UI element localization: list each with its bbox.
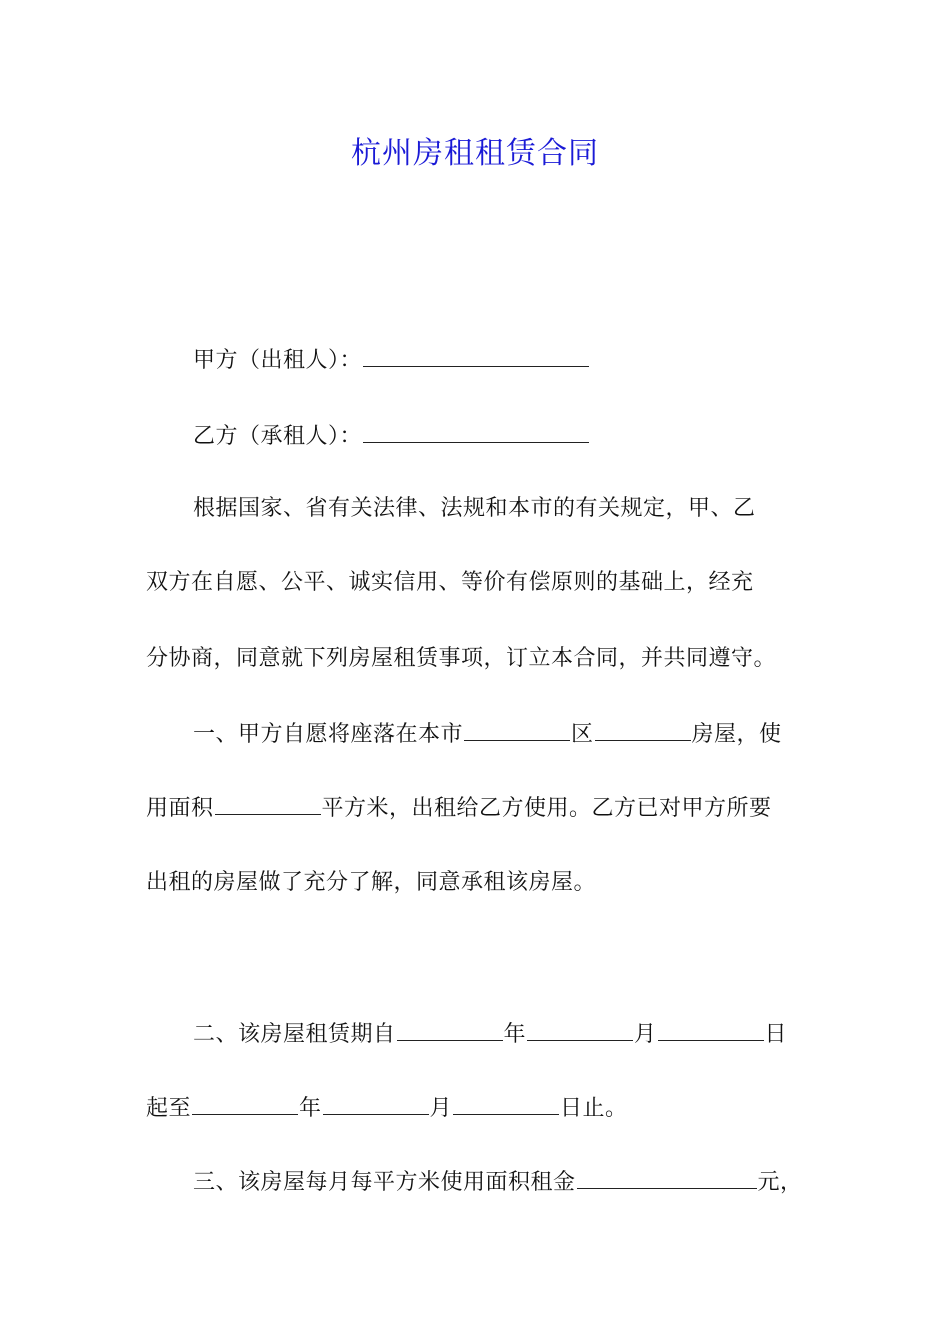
clause3-text-a: 三、该房屋每月每平方米使用面积租金 (193, 1170, 576, 1195)
clause1-text-c: 房屋，使 (691, 722, 782, 747)
clause2-line-1 (193, 1018, 787, 1050)
start-month-label: 月 (634, 1022, 657, 1047)
clause1-text-d: 用面积 (146, 796, 214, 821)
end-month-blank (323, 1092, 429, 1115)
start-year-label: 年 (503, 1022, 527, 1047)
end-day-label: 日止。 (560, 1096, 628, 1121)
clause3-line-1 (193, 1166, 803, 1198)
party-a-blank (363, 344, 589, 367)
clause1-text-e: 平方米，出租给乙方使用。乙方已对甲方所要 (321, 796, 772, 821)
clause1-text-a: 一、甲方自愿将座落在本市 (193, 722, 464, 747)
area-blank (215, 792, 321, 815)
clause1-line-2 (146, 792, 772, 824)
rent-blank (577, 1166, 757, 1189)
clause1-text-b: 区 (571, 722, 594, 747)
clause1-line-1 (193, 718, 782, 750)
intro-line-1: 根据国家、省有关法律、法规和本市的有关规定，甲、乙 (193, 496, 756, 521)
start-day-label: 日 (764, 1022, 788, 1047)
party-b-blank (363, 420, 589, 443)
clause2-text-a: 二、该房屋租赁期自 (193, 1022, 396, 1047)
intro-line-2: 双方在自愿、公平、诚实信用、等价有偿原则的基础上，经充 (146, 570, 754, 595)
end-year-label: 年 (299, 1096, 322, 1121)
party-a-line (193, 344, 590, 376)
start-day-blank (658, 1018, 764, 1041)
clause2-line-2 (146, 1092, 628, 1124)
end-day-blank (453, 1092, 559, 1115)
party-b-line (193, 420, 590, 452)
address-blank (595, 718, 691, 741)
clause2-text-b: 起至 (146, 1096, 192, 1121)
district-blank (464, 718, 570, 741)
party-b-label: 乙方（承租人）： (193, 424, 363, 449)
intro-line-3: 分协商，同意就下列房屋租赁事项，订立本合同，并共同遵守。 (146, 646, 777, 671)
end-year-blank (192, 1092, 298, 1115)
clause3-text-b: 元， (757, 1170, 803, 1195)
end-month-label: 月 (429, 1096, 453, 1121)
document-title: 杭州房租租赁合同 (351, 136, 599, 171)
start-year-blank (397, 1018, 503, 1041)
party-a-label: 甲方（出租人）： (193, 348, 363, 373)
clause1-line-3: 出租的房屋做了充分了解，同意承租该房屋。 (146, 870, 597, 895)
start-month-blank (527, 1018, 633, 1041)
